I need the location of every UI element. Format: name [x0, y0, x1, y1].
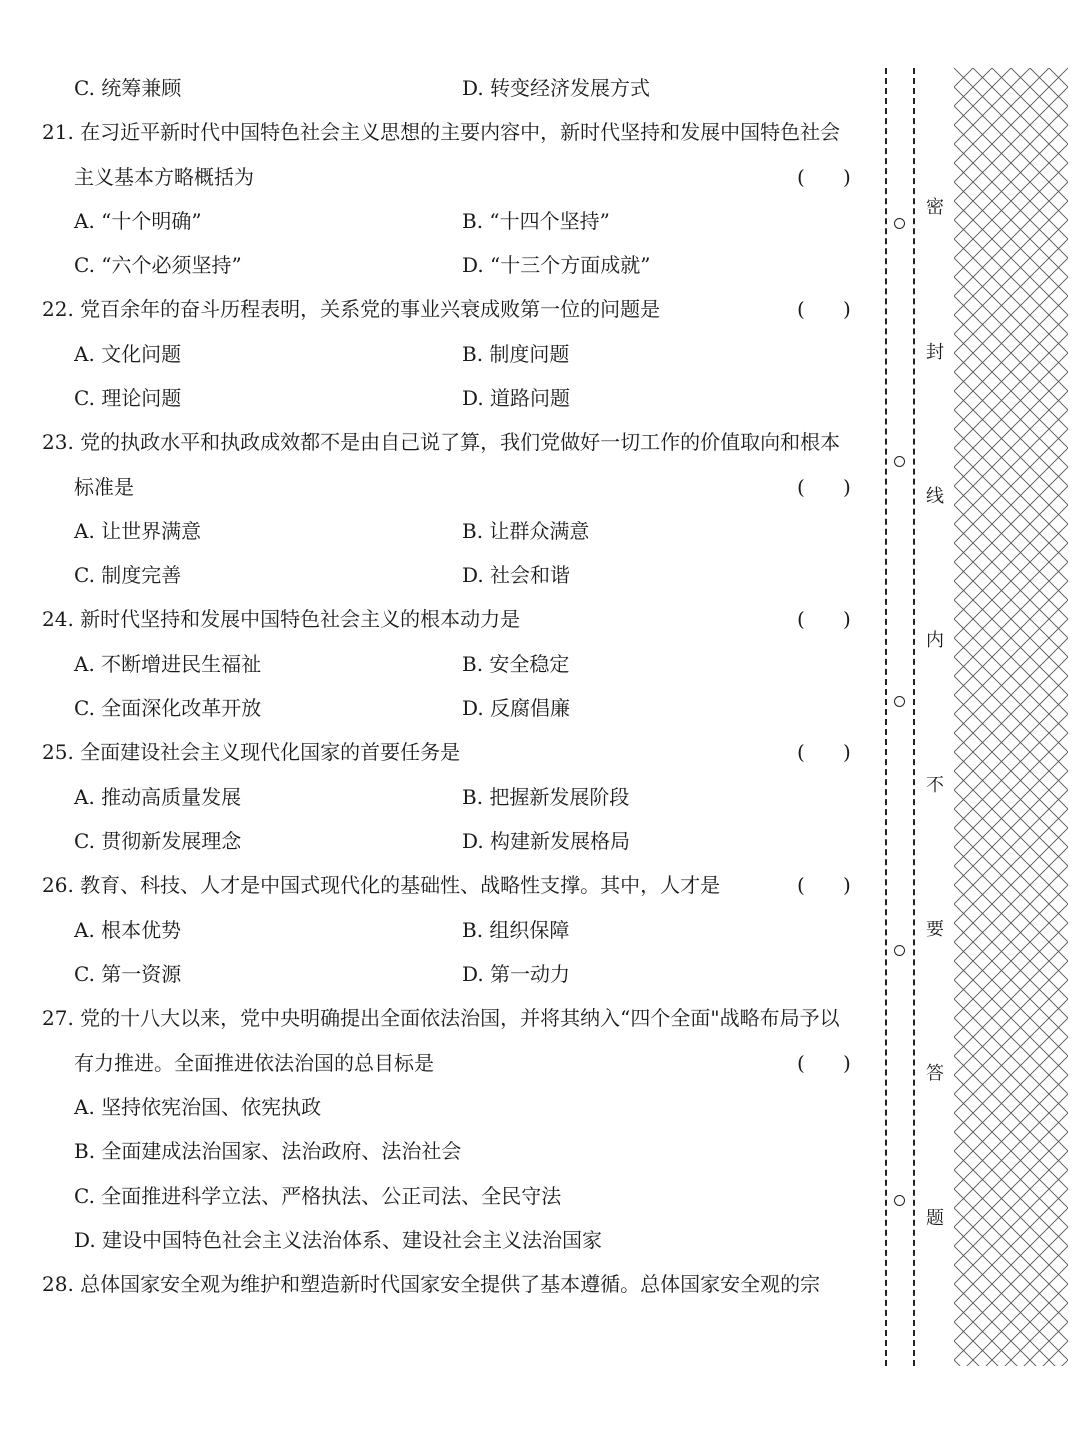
option-d: D. 第一动力	[462, 962, 571, 986]
binding-hole-icon	[894, 456, 905, 467]
binding-hole-icon	[894, 945, 905, 956]
question-stem: 24. 新时代坚持和发展中国特色社会主义的根本动力是	[42, 607, 521, 631]
seal-char: 题	[926, 1208, 944, 1229]
option-d: D. “十三个方面成就”	[462, 253, 651, 277]
option-d: D. 社会和谐	[462, 563, 571, 587]
option-c: C. 贯彻新发展理念	[74, 829, 242, 853]
option-a: A. 让世界满意	[74, 519, 202, 543]
option-c: C. 第一资源	[74, 962, 182, 986]
option-b: B. 全面建成法治国家、法治政府、法治社会	[74, 1139, 462, 1163]
option-d: D. 道路问题	[462, 386, 571, 410]
seal-char: 不	[926, 775, 944, 796]
seal-char: 线	[926, 486, 944, 507]
option-c: C. 制度完善	[74, 563, 182, 587]
answer-blank: ( )	[797, 475, 851, 499]
answer-blank: ( )	[797, 873, 851, 897]
option-a: A. 坚持依宪治国、依宪执政	[74, 1095, 322, 1119]
seal-char: 答	[926, 1063, 944, 1084]
option-c: C. “六个必须坚持”	[74, 253, 242, 277]
question-stem: 25. 全面建设社会主义现代化国家的首要任务是	[42, 740, 461, 764]
option-a: A. 根本优势	[74, 918, 182, 942]
answer-blank: ( )	[797, 607, 851, 631]
option-a: A. “十个明确”	[74, 209, 202, 233]
answer-blank: ( )	[797, 740, 851, 764]
option-c: C. 全面深化改革开放	[74, 696, 262, 720]
question-stem: 27. 党的十八大以来，党中央明确提出全面依法治国，并将其纳入“四个全面"战略布局予以	[42, 1006, 840, 1030]
binding-hole-icon	[894, 696, 905, 707]
option-a: A. 推动高质量发展	[74, 785, 242, 809]
option-d: D. 构建新发展格局	[462, 829, 631, 853]
binding-hole-icon	[894, 218, 905, 229]
question-stem: 28. 总体国家安全观为维护和塑造新时代国家安全提供了基本遵循。总体国家安全观的宗	[42, 1272, 821, 1296]
option-d: D. 建设中国特色社会主义法治体系、建设社会主义法治国家	[74, 1228, 603, 1252]
seal-dashed-line-right	[913, 68, 915, 1366]
question-stem-continued: 主义基本方略概括为	[74, 165, 254, 189]
option-c: C. 理论问题	[74, 386, 182, 410]
option-b: B. 组织保障	[462, 918, 570, 942]
option-b: B. 制度问题	[462, 342, 570, 366]
question-stem: 22. 党百余年的奋斗历程表明，关系党的事业兴衰成败第一位的问题是	[42, 297, 661, 321]
crosshatch-pattern	[954, 68, 1068, 1366]
question-stem: 26. 教育、科技、人才是中国式现代化的基础性、战略性支撑。其中，人才是	[42, 873, 721, 897]
question-stem-continued: 标准是	[74, 475, 134, 499]
seal-char: 要	[926, 919, 944, 940]
question-stem: 21. 在习近平新时代中国特色社会主义思想的主要内容中，新时代坚持和发展中国特色社会	[42, 120, 841, 144]
option-b: B. 把握新发展阶段	[462, 785, 630, 809]
question-stem: 23. 党的执政水平和执政成效都不是由自己说了算，我们党做好一切工作的价值取向和根本	[42, 430, 841, 454]
option-d: D. 反腐倡廉	[462, 696, 571, 720]
option-a: A. 文化问题	[74, 342, 182, 366]
answer-blank: ( )	[797, 165, 851, 189]
seal-char: 封	[926, 342, 944, 363]
option-b: B. 安全稳定	[462, 652, 570, 676]
option-a: A. 不断增进民生福祉	[74, 652, 262, 676]
seal-dashed-line-left	[885, 68, 887, 1366]
question-stem-continued: 有力推进。全面推进依法治国的总目标是	[74, 1051, 434, 1075]
option-b: B. 让群众满意	[462, 519, 590, 543]
seal-char: 密	[926, 197, 944, 218]
option-c: C. 全面推进科学立法、严格执法、公正司法、全民守法	[74, 1184, 562, 1208]
answer-blank: ( )	[797, 1051, 851, 1075]
seal-char: 内	[926, 630, 944, 651]
answer-blank: ( )	[797, 297, 851, 321]
binding-hole-icon	[894, 1195, 905, 1206]
option-d: D. 转变经济发展方式	[462, 76, 651, 100]
option-b: B. “十四个坚持”	[462, 209, 610, 233]
option-c: C. 统筹兼顾	[74, 76, 182, 100]
